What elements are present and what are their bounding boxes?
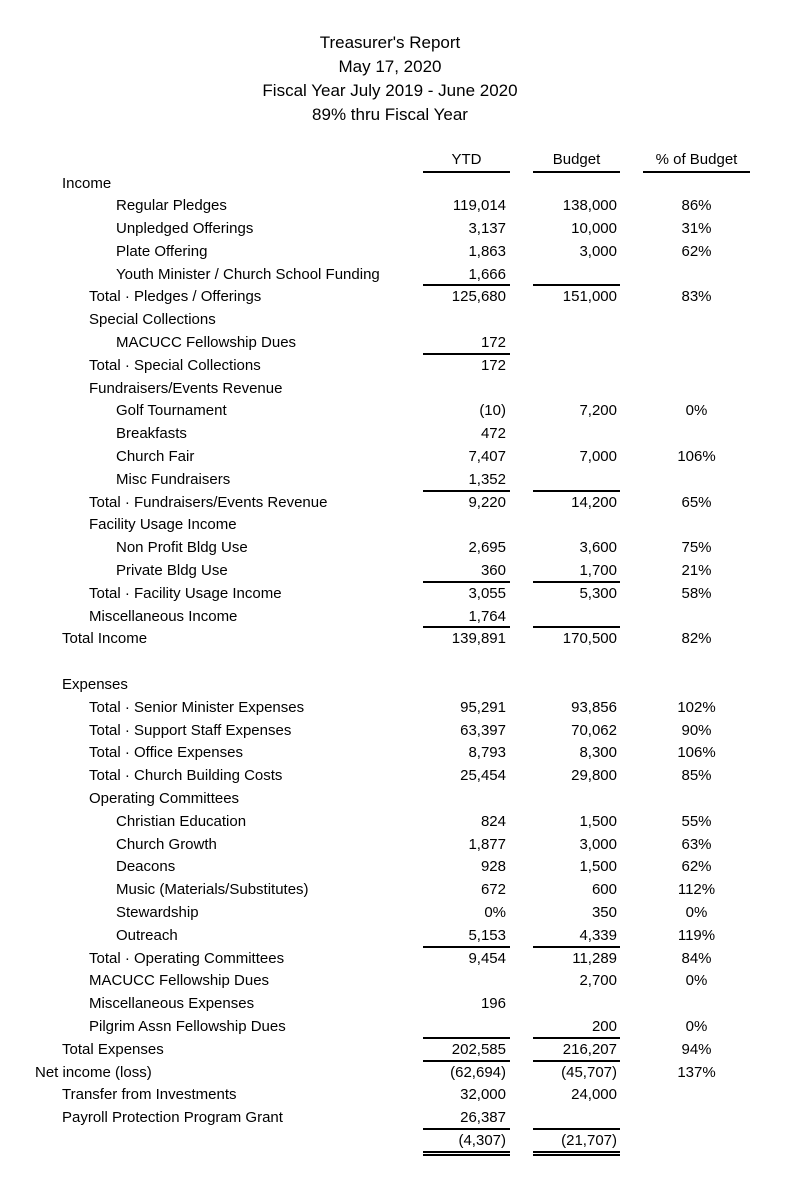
pct-of-budget-value (643, 606, 750, 629)
row-label: Music (Materials/Substitutes) (116, 881, 309, 899)
table-row (0, 970, 793, 993)
table-row (0, 628, 793, 651)
table-row (0, 560, 793, 583)
pct-of-budget-value: 0% (685, 1017, 708, 1035)
table-row (0, 788, 793, 811)
pct-of-budget-value (643, 1130, 750, 1153)
ytd-value: 172 (480, 356, 506, 374)
table-row (0, 469, 793, 492)
budget-value: 1,700 (533, 560, 620, 583)
budget-value: 70,062 (571, 721, 617, 739)
pct-of-budget-value: 31% (681, 220, 712, 238)
ytd-value: 1,764 (423, 606, 510, 629)
ytd-value: 1,352 (423, 469, 510, 492)
ytd-value (423, 514, 510, 537)
budget-value (533, 309, 620, 332)
pct-of-budget-value (643, 332, 750, 355)
column-header-pct: % of Budget (643, 149, 750, 173)
column-header-ytd: YTD (423, 149, 510, 173)
row-label: MACUCC Fellowship Dues (116, 334, 297, 352)
budget-value: 29,800 (571, 767, 617, 785)
budget-value: 200 (533, 1016, 620, 1039)
budget-value: 4,339 (533, 925, 620, 948)
table-row (0, 218, 793, 241)
report-header (0, 31, 780, 127)
pct-of-budget-value: 21% (681, 562, 712, 580)
pct-of-budget-value (643, 378, 750, 401)
budget-value: 216,207 (533, 1039, 620, 1062)
ytd-value: 472 (480, 425, 506, 443)
table-row (0, 925, 793, 948)
budget-value: 1,500 (579, 812, 617, 830)
table-row (0, 241, 793, 264)
budget-value: 3,600 (579, 539, 617, 557)
row-label: Christian Education (116, 812, 247, 830)
pct-of-budget-value (643, 993, 750, 1016)
budget-value: 7,200 (579, 402, 617, 420)
row-label: Facility Usage Income (89, 516, 237, 534)
row-label: Total · Office Expenses (89, 744, 243, 762)
row-label: Total · Senior Minister Expenses (89, 698, 305, 716)
report-table (0, 149, 793, 1153)
row-label: Outreach (116, 926, 178, 944)
budget-value: 151,000 (562, 288, 617, 306)
ytd-value: 5,153 (423, 925, 510, 948)
budget-value: 3,000 (579, 835, 617, 853)
budget-value (533, 355, 620, 378)
ytd-value: 139,891 (451, 630, 506, 648)
budget-value (533, 423, 620, 446)
column-header-budget: Budget (533, 149, 620, 173)
pct-of-budget-value: 0% (685, 972, 708, 990)
row-label: Breakfasts (116, 425, 187, 443)
row-label: Total · Special Collections (89, 356, 261, 374)
ytd-value: 32,000 (460, 1086, 506, 1104)
budget-value (533, 332, 620, 355)
ytd-value: 9,220 (468, 493, 506, 511)
ytd-value: 0% (484, 904, 506, 921)
table-row (0, 742, 793, 765)
table-row (0, 1084, 793, 1107)
pct-of-budget-value: 0% (685, 904, 708, 921)
ytd-value: 125,680 (451, 288, 506, 306)
table-row (0, 583, 793, 606)
row-label: Total · Support Staff Expenses (89, 721, 292, 739)
table-row (0, 492, 793, 515)
row-label: Misc Fundraisers (116, 470, 231, 488)
budget-value (533, 264, 620, 287)
budget-value: 10,000 (571, 220, 617, 238)
table-row (0, 948, 793, 971)
table-row (0, 1016, 793, 1039)
budget-value: 350 (591, 904, 617, 921)
table-row (0, 902, 793, 925)
pct-of-budget-value: 0% (685, 402, 708, 420)
ytd-value: 25,454 (460, 767, 506, 785)
row-label: Golf Tournament (116, 402, 227, 420)
row-label: Total Expenses (62, 1040, 164, 1058)
ytd-value: 672 (480, 881, 506, 899)
table-row (0, 173, 793, 196)
table-row (0, 537, 793, 560)
ytd-value: 196 (480, 995, 506, 1013)
budget-value (533, 378, 620, 401)
budget-value (533, 469, 620, 492)
pct-of-budget-value (643, 1107, 750, 1130)
pct-of-budget-value (643, 355, 750, 378)
pct-of-budget-value: 75% (681, 539, 712, 557)
table-body (0, 173, 793, 1153)
pct-of-budget-value: 94% (681, 1040, 712, 1058)
ytd-value (423, 309, 510, 332)
table-row (0, 606, 793, 629)
pct-of-budget-value: 84% (681, 949, 712, 967)
table-row (0, 1039, 793, 1062)
table-row (0, 355, 793, 378)
table-row (0, 1107, 793, 1130)
pct-of-budget-value: 106% (677, 744, 716, 762)
budget-value: 600 (591, 881, 617, 899)
pct-of-budget-value (643, 469, 750, 492)
table-row (0, 446, 793, 469)
budget-value: (21,707) (533, 1130, 620, 1153)
ytd-value: (10) (479, 402, 506, 420)
row-label: Net income (loss) (35, 1063, 152, 1081)
budget-value: 11,289 (572, 949, 617, 967)
table-row (0, 423, 793, 446)
row-label: Fundraisers/Events Revenue (89, 379, 283, 397)
budget-value (533, 674, 620, 697)
table-row (0, 400, 793, 423)
row-label: Total · Fundraisers/Events Revenue (89, 493, 328, 511)
budget-value: 8,300 (579, 744, 617, 762)
ytd-value: 9,454 (468, 949, 506, 967)
report-title: Treasurer's Report (319, 33, 461, 52)
row-label: Youth Minister / Church School Funding (116, 265, 380, 283)
row-label: Miscellaneous Income (89, 607, 238, 625)
pct-of-budget-value (643, 264, 750, 287)
budget-value (533, 1107, 620, 1130)
table-row (0, 195, 793, 218)
pct-of-budget-value: 62% (681, 858, 712, 876)
ytd-value: 1,877 (468, 835, 506, 853)
table-row (0, 378, 793, 401)
row-label: Payroll Protection Program Grant (62, 1109, 283, 1127)
ytd-value: (62,694) (450, 1063, 506, 1081)
ytd-value: 119,014 (452, 197, 506, 215)
table-row (0, 514, 793, 537)
table-row (0, 264, 793, 287)
table-row (0, 674, 793, 697)
row-label: Total · Operating Committees (89, 949, 285, 967)
ytd-value: 3,055 (468, 584, 506, 602)
table-row (0, 1062, 793, 1085)
row-label: Pilgrim Assn Fellowship Dues (89, 1017, 286, 1035)
pct-of-budget-value (643, 309, 750, 332)
budget-value: 170,500 (562, 630, 617, 648)
ytd-value (423, 970, 510, 993)
table-row (0, 993, 793, 1016)
ytd-value (423, 378, 510, 401)
ytd-value (423, 674, 510, 697)
pct-of-budget-value (643, 173, 750, 196)
row-label: Stewardship (116, 904, 199, 921)
pct-of-budget-value: 86% (681, 197, 712, 215)
table-row (0, 765, 793, 788)
pct-of-budget-value: 102% (677, 698, 716, 716)
budget-value (533, 606, 620, 629)
ytd-value: 824 (480, 812, 506, 830)
ytd-value: 63,397 (460, 721, 506, 739)
ytd-value: 1,666 (423, 264, 510, 287)
budget-value: 14,200 (571, 493, 617, 511)
pct-of-budget-value: 85% (681, 767, 712, 785)
pct-of-budget-value: 82% (681, 630, 712, 648)
pct-of-budget-value (643, 1084, 750, 1107)
row-label: Total · Facility Usage Income (89, 584, 282, 602)
pct-of-budget-value: 112% (677, 881, 716, 899)
report-fiscal-year: Fiscal Year July 2019 - June 2020 (262, 81, 518, 100)
pct-of-budget-value: 119% (677, 926, 716, 944)
row-label: Regular Pledges (116, 197, 227, 215)
ytd-value: 3,137 (468, 220, 506, 238)
column-header-row (0, 149, 793, 173)
table-row (0, 879, 793, 902)
row-label: MACUCC Fellowship Dues (89, 972, 270, 990)
pct-of-budget-value: 55% (681, 812, 712, 830)
budget-value: 138,000 (562, 197, 617, 215)
pct-of-budget-value: 83% (681, 288, 712, 306)
ytd-value (423, 788, 510, 811)
budget-value: 5,300 (579, 584, 617, 602)
pct-of-budget-value (643, 788, 750, 811)
ytd-value: 95,291 (460, 698, 506, 716)
row-label: Expenses (62, 676, 128, 694)
row-label: Church Fair (116, 448, 195, 466)
budget-value (533, 514, 620, 537)
spacer-row (0, 651, 793, 674)
ytd-value: 26,387 (423, 1107, 510, 1130)
budget-value (533, 788, 620, 811)
row-label: Special Collections (89, 311, 216, 329)
row-label: Plate Offering (116, 242, 208, 260)
pct-of-budget-value: 58% (681, 584, 712, 602)
row-label: Total · Pledges / Offerings (89, 288, 262, 306)
report-fiscal-progress: 89% thru Fiscal Year (312, 105, 468, 124)
row-label: Transfer from Investments (62, 1086, 237, 1104)
ytd-value: 928 (480, 858, 506, 876)
table-row (0, 856, 793, 879)
row-label: Unpledged Offerings (116, 220, 254, 238)
budget-value: 2,700 (579, 972, 617, 990)
budget-value: 3,000 (579, 242, 617, 260)
budget-value: 93,856 (571, 698, 617, 716)
budget-value: (45,707) (561, 1063, 617, 1081)
table-row (0, 309, 793, 332)
budget-value (533, 993, 620, 1016)
pct-of-budget-value: 63% (681, 835, 712, 853)
table-row (0, 834, 793, 857)
table-row (0, 697, 793, 720)
ytd-value (423, 173, 510, 196)
ytd-value: 8,793 (468, 744, 506, 762)
ytd-value: 360 (423, 560, 510, 583)
pct-of-budget-value (643, 514, 750, 537)
ytd-value: 172 (423, 332, 510, 355)
budget-value: 24,000 (571, 1086, 617, 1104)
ytd-value: (4,307) (423, 1130, 510, 1153)
table-row (0, 332, 793, 355)
row-label: Non Profit Bldg Use (116, 539, 248, 557)
pct-of-budget-value (643, 423, 750, 446)
ytd-value: 2,695 (468, 539, 506, 557)
pct-of-budget-value: 90% (681, 721, 712, 739)
budget-value: 7,000 (579, 448, 617, 466)
row-label: Private Bldg Use (116, 562, 228, 580)
row-label: Total · Church Building Costs (89, 767, 283, 785)
pct-of-budget-value: 65% (681, 493, 712, 511)
table-row (0, 286, 793, 309)
row-label: Income (62, 174, 112, 192)
pct-of-budget-value: 62% (681, 242, 712, 260)
budget-value (533, 173, 620, 196)
table-row (0, 720, 793, 743)
row-label: Miscellaneous Expenses (89, 995, 255, 1013)
table-row (0, 1130, 793, 1153)
row-label: Church Growth (116, 835, 217, 853)
pct-of-budget-value: 137% (677, 1063, 716, 1081)
row-label: Deacons (116, 858, 176, 876)
ytd-value: 1,863 (468, 242, 506, 260)
ytd-value: 7,407 (468, 448, 506, 466)
table-row (0, 811, 793, 834)
ytd-value (423, 1016, 510, 1039)
ytd-value: 202,585 (423, 1039, 510, 1062)
pct-of-budget-value: 106% (677, 448, 716, 466)
row-label: Total Income (62, 630, 148, 648)
report-date: May 17, 2020 (338, 57, 442, 76)
budget-value: 1,500 (579, 858, 617, 876)
pct-of-budget-value (643, 674, 750, 697)
row-label: Operating Committees (89, 790, 240, 808)
